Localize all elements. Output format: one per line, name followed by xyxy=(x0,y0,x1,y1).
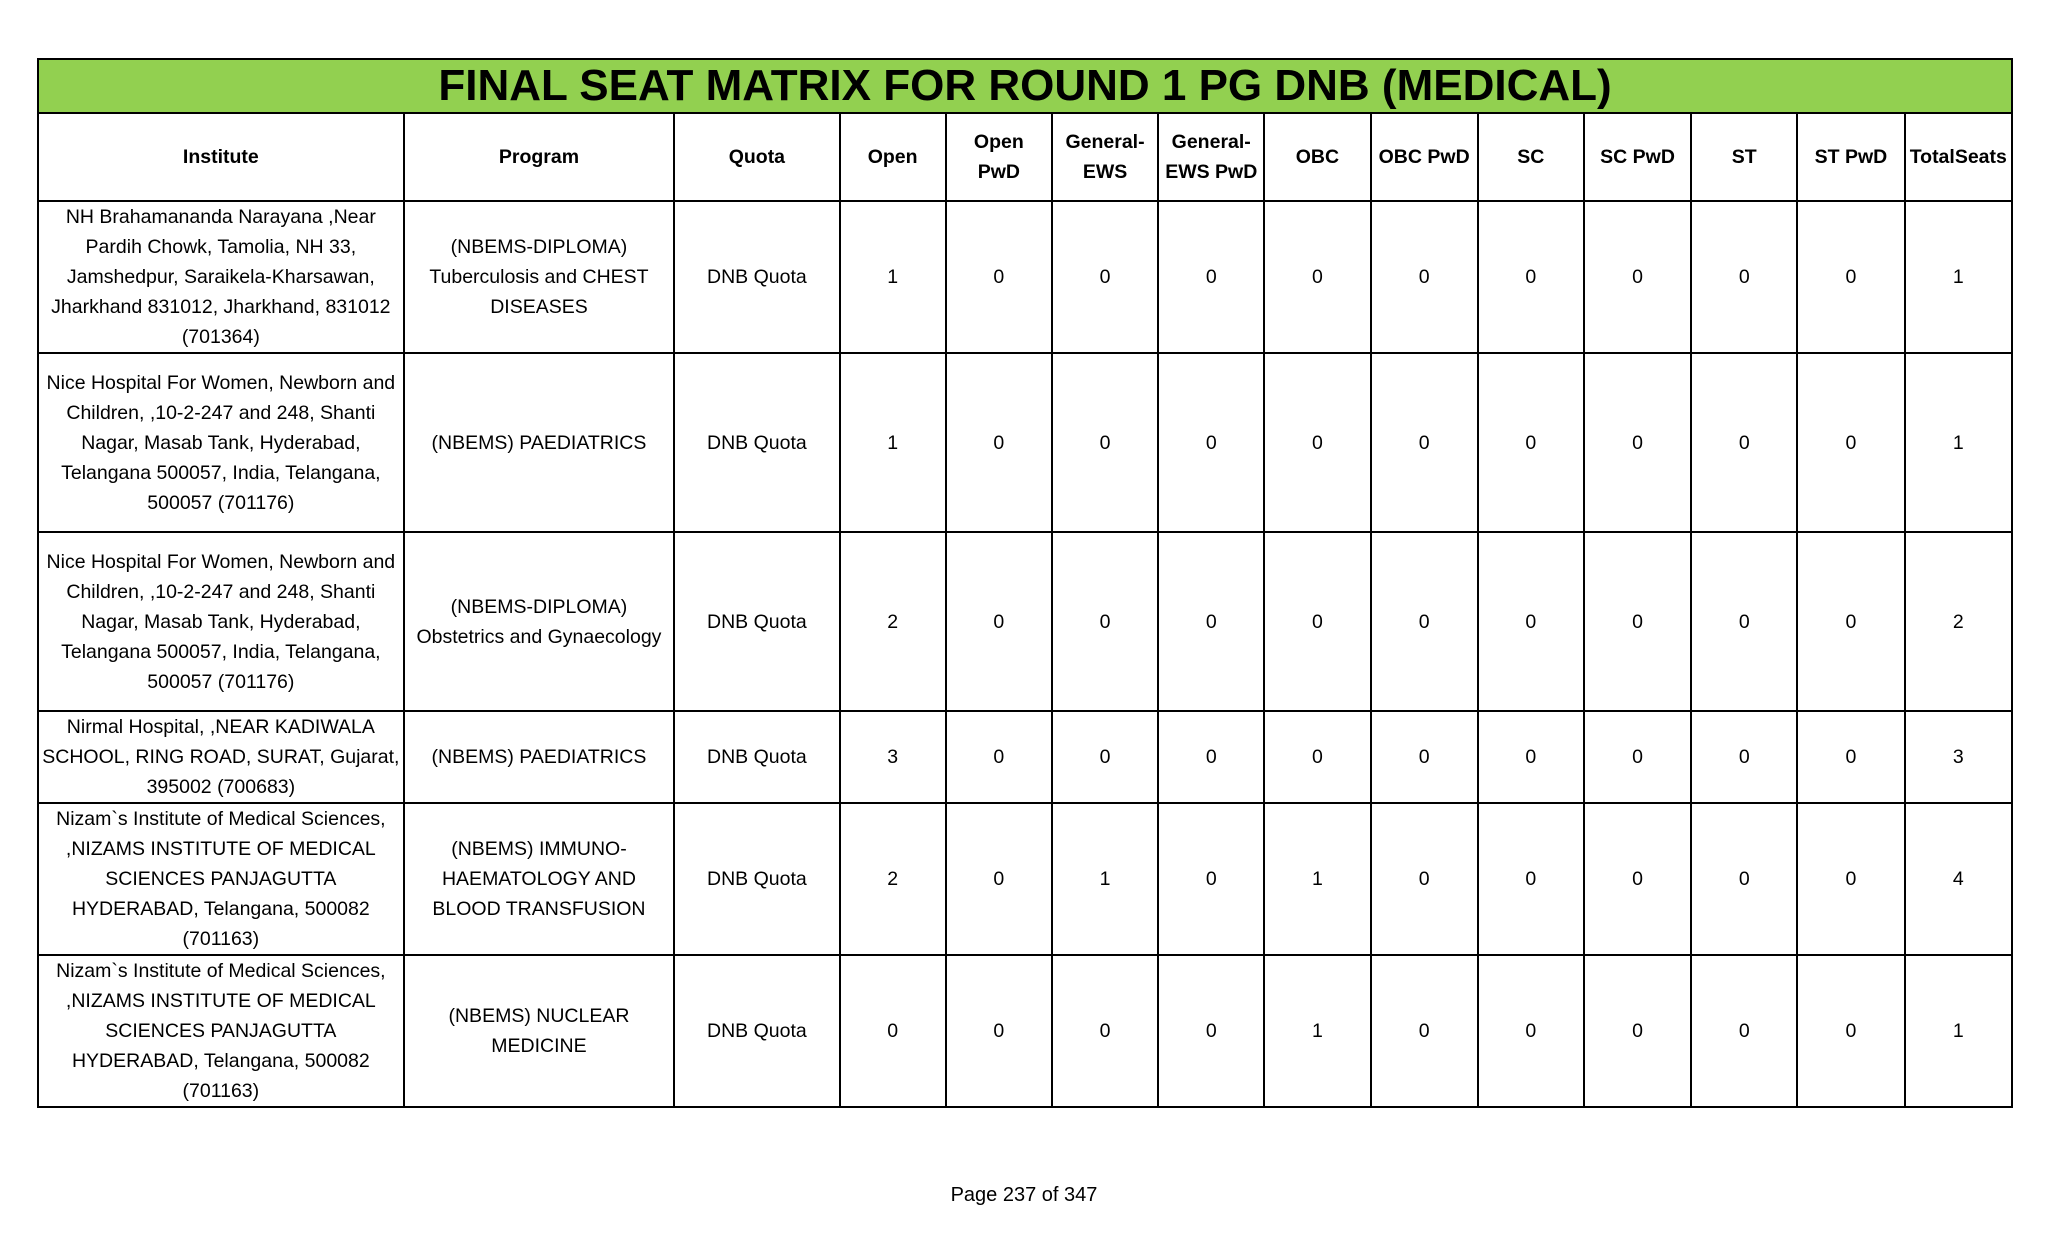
cell-open-pwd: 0 xyxy=(946,803,1052,955)
header-sc: SC xyxy=(1478,113,1584,201)
cell-st-pwd: 0 xyxy=(1797,201,1904,353)
cell-open: 2 xyxy=(840,803,946,955)
header-general-ews: General-EWS xyxy=(1052,113,1158,201)
table-row xyxy=(38,955,2012,1107)
cell-quota: DNB Quota xyxy=(674,532,839,711)
cell-st-pwd: 0 xyxy=(1797,803,1904,955)
cell-institute: Nizam`s Institute of Medical Sciences, ,NIZAMS INSTITUTE OF MEDICAL SCIENCES PANJAGUTTA HYDERABAD, Telangana, 500082 (701163) xyxy=(38,955,404,1107)
header-open: Open xyxy=(840,113,946,201)
cell-sc-pwd: 0 xyxy=(1584,201,1691,353)
cell-total-seats: 1 xyxy=(1905,955,2012,1107)
cell-institute: Nice Hospital For Women, Newborn and Children, ,10-2-247 and 248, Shanti Nagar, Masab Tank, Hyderabad, Telangana 500057, India, Telangana, 500057 (701176) xyxy=(38,353,404,532)
cell-obc-pwd: 0 xyxy=(1371,955,1478,1107)
header-obc: OBC xyxy=(1264,113,1370,201)
cell-general-ews: 1 xyxy=(1052,803,1158,955)
cell-obc: 1 xyxy=(1264,955,1370,1107)
cell-program: (NBEMS) PAEDIATRICS xyxy=(404,711,675,803)
cell-total-seats: 1 xyxy=(1905,353,2012,532)
cell-general-ews-pwd: 0 xyxy=(1158,201,1264,353)
cell-open: 2 xyxy=(840,532,946,711)
cell-general-ews-pwd: 0 xyxy=(1158,711,1264,803)
cell-obc: 0 xyxy=(1264,353,1370,532)
cell-obc-pwd: 0 xyxy=(1371,803,1478,955)
cell-sc: 0 xyxy=(1478,201,1584,353)
cell-obc: 0 xyxy=(1264,201,1370,353)
header-total-seats: TotalSeats xyxy=(1905,113,2012,201)
header-quota: Quota xyxy=(674,113,839,201)
header-st: ST xyxy=(1691,113,1797,201)
page-number: Page 237 of 347 xyxy=(950,1184,1098,1206)
cell-sc-pwd: 0 xyxy=(1584,803,1691,955)
cell-quota: DNB Quota xyxy=(674,711,839,803)
cell-general-ews: 0 xyxy=(1052,955,1158,1107)
cell-institute: Nizam`s Institute of Medical Sciences, ,NIZAMS INSTITUTE OF MEDICAL SCIENCES PANJAGUTTA HYDERABAD, Telangana, 500082 (701163) xyxy=(38,803,404,955)
cell-open: 1 xyxy=(840,201,946,353)
cell-open-pwd: 0 xyxy=(946,711,1052,803)
cell-st-pwd: 0 xyxy=(1797,353,1904,532)
cell-program: (NBEMS-DIPLOMA) Tuberculosis and CHEST DISEASES xyxy=(404,201,675,353)
table-title: FINAL SEAT MATRIX FOR ROUND 1 PG DNB (MEDICAL) xyxy=(38,59,2012,113)
cell-general-ews-pwd: 0 xyxy=(1158,532,1264,711)
cell-general-ews-pwd: 0 xyxy=(1158,353,1264,532)
header-open-pwd: Open PwD xyxy=(946,113,1052,201)
cell-sc-pwd: 0 xyxy=(1584,353,1691,532)
cell-total-seats: 1 xyxy=(1905,201,2012,353)
table-row xyxy=(38,532,2012,711)
cell-st: 0 xyxy=(1691,201,1797,353)
cell-program: (NBEMS) PAEDIATRICS xyxy=(404,353,675,532)
table-row xyxy=(38,201,2012,353)
table-row xyxy=(38,711,2012,803)
cell-general-ews-pwd: 0 xyxy=(1158,955,1264,1107)
cell-open: 3 xyxy=(840,711,946,803)
cell-open-pwd: 0 xyxy=(946,532,1052,711)
header-sc-pwd: SC PwD xyxy=(1584,113,1691,201)
cell-obc: 0 xyxy=(1264,711,1370,803)
cell-obc: 0 xyxy=(1264,532,1370,711)
cell-general-ews: 0 xyxy=(1052,532,1158,711)
cell-program: (NBEMS) NUCLEAR MEDICINE xyxy=(404,955,675,1107)
cell-quota: DNB Quota xyxy=(674,803,839,955)
cell-open-pwd: 0 xyxy=(946,955,1052,1107)
cell-quota: DNB Quota xyxy=(674,955,839,1107)
cell-general-ews-pwd: 0 xyxy=(1158,803,1264,955)
cell-sc: 0 xyxy=(1478,353,1584,532)
cell-st: 0 xyxy=(1691,532,1797,711)
cell-institute: Nirmal Hospital, ,NEAR KADIWALA SCHOOL, RING ROAD, SURAT, Gujarat, 395002 (700683) xyxy=(38,711,404,803)
cell-institute: Nice Hospital For Women, Newborn and Children, ,10-2-247 and 248, Shanti Nagar, Masab Tank, Hyderabad, Telangana 500057, India, Telangana, 500057 (701176) xyxy=(38,532,404,711)
table-row xyxy=(38,353,2012,532)
header-obc-pwd: OBC PwD xyxy=(1371,113,1478,201)
cell-open-pwd: 0 xyxy=(946,353,1052,532)
table-row xyxy=(38,803,2012,955)
cell-sc-pwd: 0 xyxy=(1584,955,1691,1107)
header-institute: Institute xyxy=(38,113,404,201)
cell-obc: 1 xyxy=(1264,803,1370,955)
cell-total-seats: 3 xyxy=(1905,711,2012,803)
cell-st: 0 xyxy=(1691,353,1797,532)
cell-total-seats: 2 xyxy=(1905,532,2012,711)
cell-sc: 0 xyxy=(1478,955,1584,1107)
cell-st-pwd: 0 xyxy=(1797,955,1904,1107)
cell-st: 0 xyxy=(1691,955,1797,1107)
seat-matrix-table xyxy=(37,58,2013,1108)
header-st-pwd: ST PwD xyxy=(1797,113,1904,201)
header-general-ews-pwd: General-EWS PwD xyxy=(1158,113,1264,201)
cell-program: (NBEMS-DIPLOMA) Obstetrics and Gynaecology xyxy=(404,532,675,711)
cell-program: (NBEMS) IMMUNO-HAEMATOLOGY AND BLOOD TRANSFUSION xyxy=(404,803,675,955)
cell-sc-pwd: 0 xyxy=(1584,711,1691,803)
cell-general-ews: 0 xyxy=(1052,711,1158,803)
cell-institute: NH Brahamananda Narayana ,Near Pardih Chowk, Tamolia, NH 33, Jamshedpur, Saraikela-Kharsawan, Jharkhand 831012, Jharkhand, 831012 (701364) xyxy=(38,201,404,353)
cell-sc: 0 xyxy=(1478,803,1584,955)
cell-obc-pwd: 0 xyxy=(1371,711,1478,803)
cell-sc: 0 xyxy=(1478,532,1584,711)
cell-open-pwd: 0 xyxy=(946,201,1052,353)
cell-obc-pwd: 0 xyxy=(1371,532,1478,711)
cell-obc-pwd: 0 xyxy=(1371,353,1478,532)
cell-st-pwd: 0 xyxy=(1797,532,1904,711)
cell-open: 1 xyxy=(840,353,946,532)
cell-open: 0 xyxy=(840,955,946,1107)
cell-st-pwd: 0 xyxy=(1797,711,1904,803)
cell-sc-pwd: 0 xyxy=(1584,532,1691,711)
cell-obc-pwd: 0 xyxy=(1371,201,1478,353)
cell-total-seats: 4 xyxy=(1905,803,2012,955)
header-program: Program xyxy=(404,113,675,201)
cell-sc: 0 xyxy=(1478,711,1584,803)
cell-general-ews: 0 xyxy=(1052,201,1158,353)
cell-quota: DNB Quota xyxy=(674,201,839,353)
cell-st: 0 xyxy=(1691,711,1797,803)
cell-quota: DNB Quota xyxy=(674,353,839,532)
cell-general-ews: 0 xyxy=(1052,353,1158,532)
cell-st: 0 xyxy=(1691,803,1797,955)
header-row xyxy=(38,113,2012,201)
